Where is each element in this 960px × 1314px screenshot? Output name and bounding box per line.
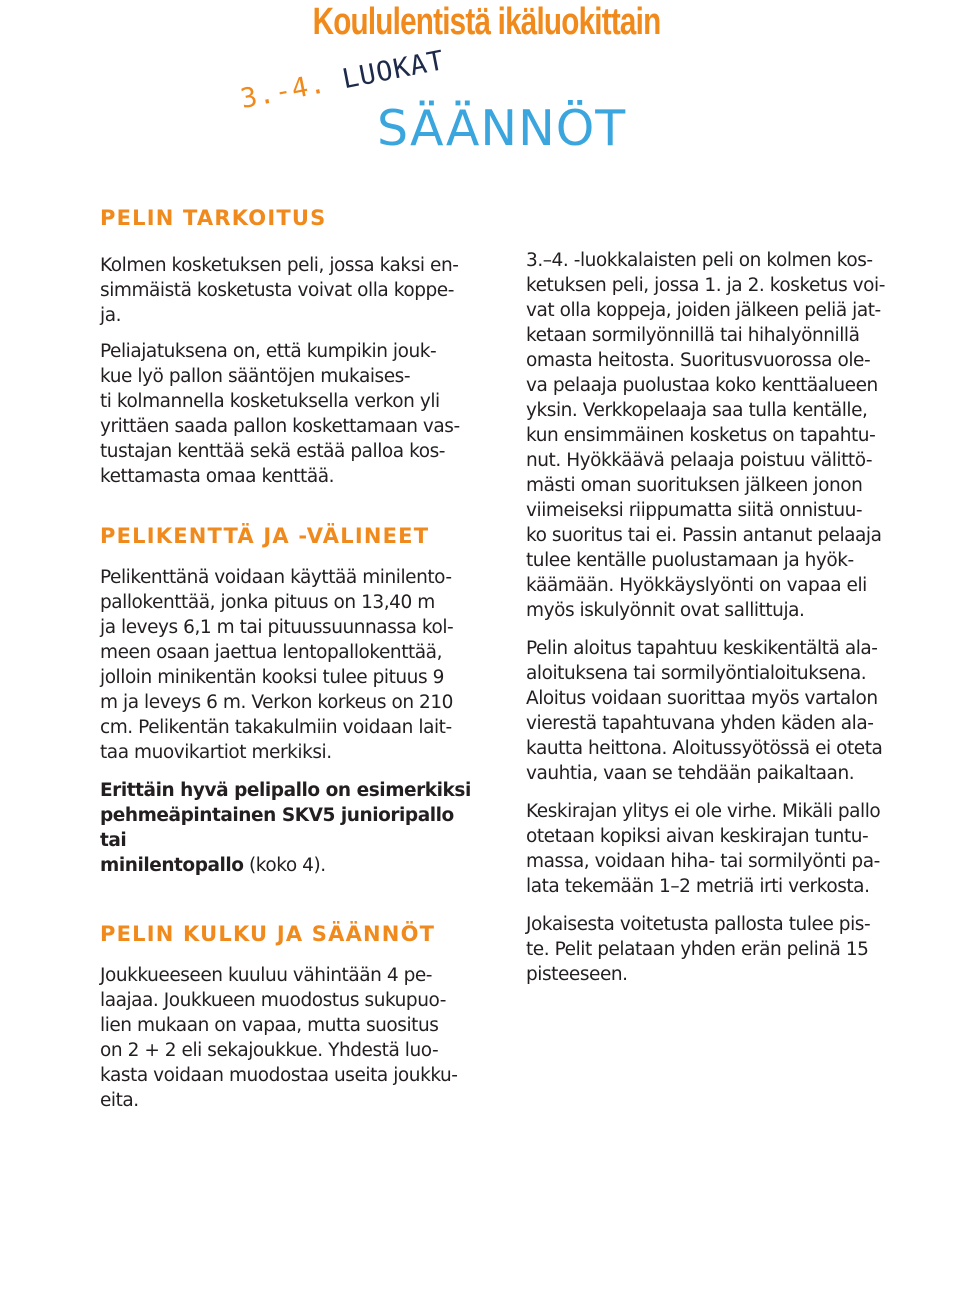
grade-word: LUOKAT (339, 45, 448, 96)
page-title: Koululentistä ikäluokittain (312, 1, 661, 43)
court-paragraph-2 (100, 778, 480, 878)
right-paragraph-1: 3.–4. -luokkalaisten peli on kolmen kos- ketuksen peli, jossa 1. ja 2. kosketus voi- vat olla koppeja, joiden jälkeen peliä jat- ketaan sormilyönnillä tai hihalyönnillä omasta heitosta. Suoritusvuorossa ole- va pelaaja puolustaa koko kenttäalueen yksin. Verkkopelaaja saa tulla kentälle, kun ensimmäinen kosketus on tapahtu- nut. Hyökkäävä pelaaja poistuu välittö- mästi oman suorituksen jälkeen jonon viimeiseksi riippumatta siitä onnistuu- ko suoritus tai ei. Passin antanut pelaaja tulee kentälle puolustamaan ja hyök- käämään. Hyökkäyslyönti on vapaa eli myös iskulyönnit ovat sallittuja. (526, 250, 885, 621)
section-heading-court: PELIKENTTÄ JA -VÄLINEET (100, 524, 430, 548)
court-paragraph-1: Pelikenttänä voidaan käyttää minilento- pallokenttää, jonka pituus on 13,40 m ja leveys 6,1 m tai pituussuunnassa kol- meen osaan jaettua lentopallokenttää, jolloin minikentän kooksi tulee pituus 9 m ja leveys 6 m. Verkon korkeus on 210 cm. Pelikentän takakulmiin voidaan lait- taa muovikartiot merkiksi. (100, 567, 454, 763)
grade-number: 3.-4. (238, 68, 329, 115)
right-paragraph-2: Pelin aloitus tapahtuu keskikentältä ala- aloituksena tai sormilyöntialoituksena. Aloitus voidaan suorittaa myös vartalon vierestä tapahtuvana yhden käden ala- kautta heittona. Aloitussyötössä ei oteta vauhtia, vaan se tehdään paikaltaan. (526, 638, 883, 784)
right-paragraph-3: Keskirajan ylitys ei ole virhe. Mikäli pallo otetaan kopiksi aivan keskirajan tuntu- massa, voidaan hiha- tai sormilyönti pa- lata tekemään 1–2 metriä irti verkosta. (526, 801, 881, 897)
section-heading-purpose: PELIN TARKOITUS (100, 206, 327, 230)
right-paragraph-4: Jokaisesta voitetusta pallosta tulee pis- te. Pelit pelataan yhden erän pelinä 15 pisteeseen. (526, 914, 871, 985)
section-heading-play: PELIN KULKU JA SÄÄNNÖT (100, 922, 436, 946)
purpose-paragraph-1: Kolmen kosketuksen peli, jossa kaksi en- simmäistä kosketusta voivat olla koppe- ja. (100, 255, 459, 326)
rules-title: SÄÄNNÖT (377, 100, 627, 157)
play-paragraph-1: Joukkueeseen kuuluu vähintään 4 pe- laajaa. Joukkueen muodostus sukupuo- lien mukaan on vapaa, mutta suositus on 2 + 2 eli sekajoukkue. Yhdestä luo- kasta voidaan muodostaa useita joukku- eita. (100, 965, 458, 1111)
left-column (100, 204, 480, 1113)
purpose-paragraph-2: Peliajatuksena on, että kumpikin jouk- kue lyö pallon sääntöjen mukaises- ti kolmannella kosketuksella verkon yli yrittäen saada pallon koskettamaan vas- tustajan kenttää sekä estää palloa kos- kettamasta omaa kenttää. (100, 341, 460, 487)
ball-size: (koko 4). (243, 855, 326, 876)
right-column (526, 248, 906, 987)
ball-recommendation: Erittäin hyvä pelipallo on esimerkiksi pehmeäpintainen SKV5 junioripallo tai minilentopallo (100, 780, 471, 876)
